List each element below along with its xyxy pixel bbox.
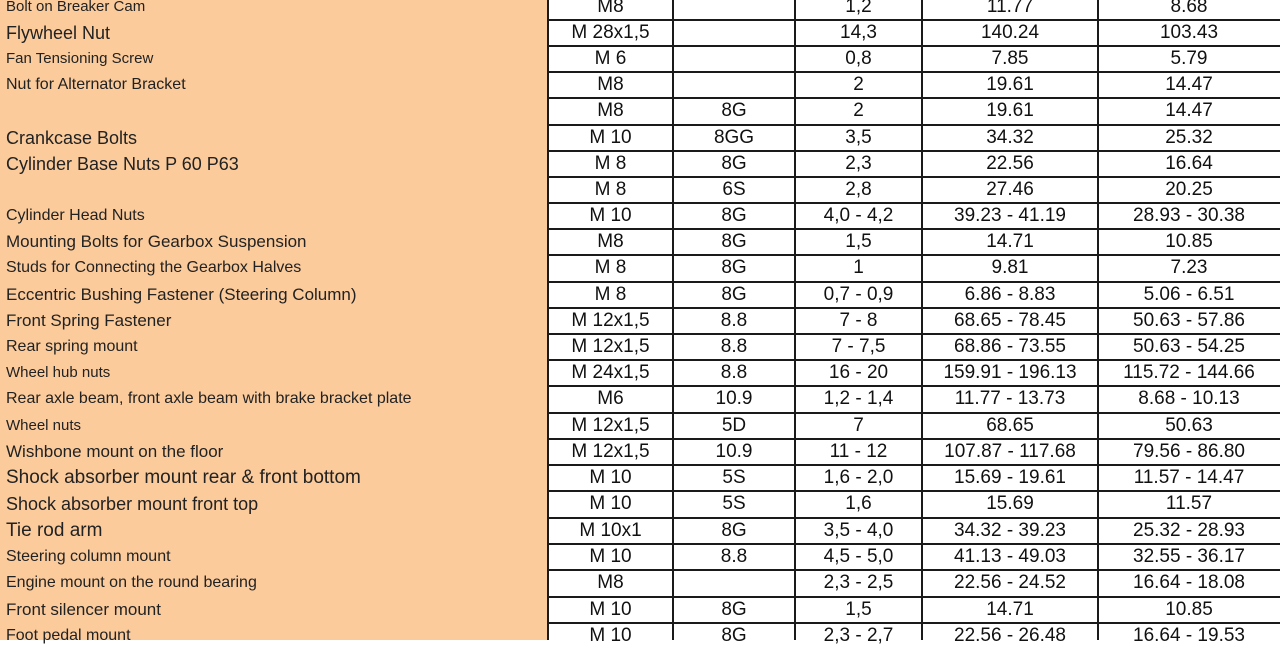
cell-grade — [673, 46, 795, 72]
cell-thread: M 6 — [594, 48, 627, 69]
cell-ftlb: 28.93 - 30.38 — [1133, 205, 1245, 226]
cell-nm: 9.81 — [991, 257, 1029, 278]
cell-kgm: 1,6 - 2,0 — [823, 467, 894, 488]
row-divider — [548, 45, 1280, 47]
row-label: Front Spring Fastener — [6, 311, 172, 330]
cell-grade: 10.9 — [715, 441, 753, 462]
cell-thread: M 10 — [589, 493, 632, 514]
cell-ftlb: 14.47 — [1165, 74, 1213, 95]
table-row — [0, 98, 1280, 124]
cell-thread: M8 — [597, 231, 624, 252]
cell-nm: 15.69 — [986, 493, 1034, 514]
cell-ftlb: 50.63 — [1165, 415, 1213, 436]
cell-thread: M 12x1,5 — [571, 310, 650, 331]
cell-kgm: 1 — [853, 257, 864, 278]
cell-ftlb: 10.85 — [1165, 599, 1213, 620]
row-label: Rear axle beam, front axle beam with brake bracket plate — [6, 390, 412, 407]
table-row — [0, 597, 1280, 623]
cell-nm: 22.56 - 26.48 — [954, 625, 1066, 646]
cell-nm: 68.86 - 73.55 — [954, 336, 1066, 357]
row-label: Shock absorber mount rear & front bottom — [6, 467, 361, 488]
row-divider — [548, 438, 1280, 440]
cell-thread: M8 — [597, 0, 624, 17]
cell-kgm: 1,6 — [845, 493, 872, 514]
cell-ftlb: 5.79 — [1170, 48, 1208, 69]
table-row — [0, 72, 1280, 98]
cell-ftlb: 79.56 - 86.80 — [1133, 441, 1245, 462]
cell-ftlb: 25.32 — [1165, 127, 1213, 148]
cell-ftlb: 8.68 — [1170, 0, 1208, 17]
cell-kgm: 3,5 — [845, 127, 872, 148]
cell-ftlb: 50.63 - 57.86 — [1133, 310, 1245, 331]
cell-ftlb: 11.57 — [1165, 493, 1213, 514]
cell-nm: 27.46 — [986, 179, 1034, 200]
row-divider — [548, 254, 1280, 256]
cell-grade — [673, 72, 795, 98]
cell-nm: 22.56 — [986, 153, 1034, 174]
table-row — [0, 386, 1280, 412]
cell-thread: M 8 — [594, 284, 627, 305]
cell-ftlb: 50.63 - 54.25 — [1133, 336, 1245, 357]
cell-nm: 159.91 - 196.13 — [943, 362, 1077, 383]
row-divider — [548, 124, 1280, 126]
cell-grade: 8G — [721, 599, 747, 620]
cell-kgm: 2,3 — [845, 153, 872, 174]
table-row — [0, 518, 1280, 544]
cell-nm: 6.86 - 8.83 — [964, 284, 1056, 305]
cell-kgm: 2 — [853, 74, 864, 95]
cell-grade: 8G — [721, 520, 747, 541]
cell-thread: M 10 — [589, 127, 632, 148]
cell-thread: M8 — [597, 572, 624, 593]
table-row — [0, 46, 1280, 72]
cell-kgm: 7 - 8 — [839, 310, 878, 331]
cell-nm: 11.77 — [986, 0, 1034, 17]
row-label: Tie rod arm — [6, 520, 103, 541]
cell-kgm: 1,5 — [845, 599, 872, 620]
cell-thread: M 10 — [589, 625, 632, 646]
cell-kgm: 11 - 12 — [829, 441, 888, 462]
table-row — [0, 334, 1280, 360]
cell-thread: M8 — [597, 74, 624, 95]
row-divider — [548, 19, 1280, 21]
cell-grade: 8G — [721, 153, 747, 174]
row-divider — [548, 490, 1280, 492]
row-label: Wheel hub nuts — [6, 364, 111, 381]
cell-grade: 8G — [721, 284, 747, 305]
cell-nm: 68.65 — [986, 415, 1034, 436]
cell-thread: M 10 — [589, 205, 632, 226]
cell-thread: M 8 — [594, 179, 627, 200]
cell-thread: M6 — [597, 388, 624, 409]
row-label: Crankcase Bolts — [6, 128, 138, 148]
cell-nm: 14.71 — [986, 231, 1034, 252]
cell-nm: 107.87 - 117.68 — [944, 441, 1076, 462]
cell-nm: 41.13 - 49.03 — [954, 546, 1066, 567]
cell-nm: 39.23 - 41.19 — [954, 205, 1066, 226]
cell-thread: M 8 — [594, 257, 627, 278]
cell-grade: 6S — [722, 179, 746, 200]
cell-thread: M 24x1,5 — [571, 362, 650, 383]
cell-grade: 8.8 — [720, 310, 748, 331]
row-divider — [548, 359, 1280, 361]
cell-grade — [673, 20, 795, 46]
cell-nm: 68.65 - 78.45 — [954, 310, 1066, 331]
cell-ftlb: 115.72 - 144.66 — [1123, 362, 1255, 383]
cell-kgm: 2,8 — [845, 179, 872, 200]
cell-kgm: 1,2 — [845, 0, 872, 17]
cell-kgm: 16 - 20 — [828, 362, 889, 383]
cell-grade: 5S — [722, 467, 746, 488]
row-divider — [548, 596, 1280, 598]
row-divider — [548, 97, 1280, 99]
row-label: Nut for Alternator Bracket — [6, 76, 186, 93]
cell-kgm: 1,5 — [845, 231, 872, 252]
cell-kgm: 4,0 - 4,2 — [823, 205, 894, 226]
cell-kgm: 7 — [853, 415, 864, 436]
table-row — [0, 229, 1280, 255]
cell-kgm: 3,5 - 4,0 — [823, 520, 894, 541]
row-label: Rear spring mount — [6, 338, 138, 355]
cell-thread: M 10 — [589, 467, 632, 488]
table-row — [0, 282, 1280, 308]
cell-ftlb: 8.68 - 10.13 — [1138, 388, 1240, 409]
cell-grade: 8GG — [713, 127, 755, 148]
cell-thread: M 10 — [589, 599, 632, 620]
table-row — [0, 0, 1280, 20]
cell-grade: 10.9 — [715, 388, 753, 409]
cell-ftlb: 5.06 - 6.51 — [1143, 284, 1235, 305]
cell-thread: M8 — [597, 100, 624, 121]
row-divider — [548, 517, 1280, 519]
cell-thread: M 10x1 — [579, 520, 642, 541]
cell-kgm: 2,3 - 2,5 — [823, 572, 894, 593]
row-label: Wishbone mount on the floor — [6, 442, 224, 461]
cell-nm: 140.24 — [980, 22, 1040, 43]
row-divider — [548, 385, 1280, 387]
cell-kgm: 14,3 — [840, 22, 877, 43]
row-divider — [548, 543, 1280, 545]
row-divider — [548, 307, 1280, 309]
table-row — [0, 570, 1280, 596]
table-row — [0, 360, 1280, 386]
cell-nm: 19.61 — [986, 74, 1034, 95]
table-row — [0, 255, 1280, 281]
row-divider — [548, 281, 1280, 283]
table-row — [0, 125, 1280, 151]
cell-grade — [673, 570, 795, 596]
cell-ftlb: 20.25 — [1165, 179, 1213, 200]
cell-ftlb: 11.57 - 14.47 — [1133, 467, 1245, 488]
row-divider — [548, 412, 1280, 414]
cell-grade: 8.8 — [720, 362, 748, 383]
table-row — [0, 465, 1280, 491]
row-divider — [548, 569, 1280, 571]
row-label: Bolt on Breaker Cam — [6, 0, 146, 15]
row-divider — [548, 71, 1280, 73]
row-label: Engine mount on the round bearing — [6, 574, 257, 591]
cell-ftlb: 25.32 - 28.93 — [1133, 520, 1245, 541]
row-label: Wheel nuts — [6, 417, 82, 434]
cell-ftlb: 10.85 — [1165, 231, 1213, 252]
cell-thread: M 28x1,5 — [571, 22, 650, 43]
cell-nm: 19.61 — [986, 100, 1034, 121]
cell-kgm: 1,2 - 1,4 — [823, 388, 894, 409]
table-row — [0, 203, 1280, 229]
cell-kgm: 4,5 - 5,0 — [823, 546, 894, 567]
table-row — [0, 413, 1280, 439]
row-divider — [548, 228, 1280, 230]
row-label: Foot pedal mount — [6, 627, 131, 644]
row-label: Mounting Bolts for Gearbox Suspension — [6, 232, 307, 251]
cell-ftlb: 7.23 — [1170, 257, 1208, 278]
cell-thread: M 12x1,5 — [571, 336, 650, 357]
cell-grade: 8G — [721, 625, 747, 646]
cell-nm: 14.71 — [986, 599, 1034, 620]
cell-nm: 15.69 - 19.61 — [954, 467, 1066, 488]
row-label: Cylinder Base Nuts P 60 P63 — [6, 154, 239, 174]
table-row — [0, 544, 1280, 570]
cell-nm: 7.85 — [991, 48, 1029, 69]
row-label: Front silencer mount — [6, 600, 161, 619]
row-divider — [548, 150, 1280, 152]
table-row — [0, 151, 1280, 177]
cell-grade: 8G — [721, 205, 747, 226]
cell-grade — [673, 0, 795, 20]
cell-nm: 22.56 - 24.52 — [954, 572, 1066, 593]
table-row — [0, 623, 1280, 649]
row-divider — [548, 202, 1280, 204]
cell-ftlb: 103.43 — [1159, 22, 1219, 43]
cell-grade: 8.8 — [720, 546, 748, 567]
row-divider — [548, 622, 1280, 624]
cell-grade: 5D — [721, 415, 747, 436]
table-row — [0, 308, 1280, 334]
cell-kgm: 0,7 - 0,9 — [823, 284, 894, 305]
table-row — [0, 439, 1280, 465]
cell-nm: 34.32 — [986, 127, 1034, 148]
table-row — [0, 20, 1280, 46]
table-row — [0, 177, 1280, 203]
row-label: Studs for Connecting the Gearbox Halves — [6, 259, 302, 276]
cell-kgm: 0,8 — [845, 48, 872, 69]
cell-grade: 8.8 — [720, 336, 748, 357]
cell-grade: 8G — [721, 257, 747, 278]
cell-grade: 5S — [722, 493, 746, 514]
cell-ftlb: 16.64 — [1165, 153, 1213, 174]
cell-thread: M 8 — [594, 153, 627, 174]
row-label: Cylinder Head Nuts — [6, 207, 145, 224]
cell-nm: 11.77 - 13.73 — [954, 388, 1066, 409]
cell-kgm: 7 - 7,5 — [831, 336, 886, 357]
cell-thread: M 12x1,5 — [571, 415, 650, 436]
cell-thread: M 12x1,5 — [571, 441, 650, 462]
cell-nm: 34.32 - 39.23 — [954, 520, 1066, 541]
row-label: Steering column mount — [6, 548, 171, 565]
row-divider — [548, 176, 1280, 178]
row-divider — [548, 464, 1280, 466]
row-label: Eccentric Bushing Fastener (Steering Column) — [6, 285, 357, 304]
row-label: Shock absorber mount front top — [6, 494, 259, 514]
cell-kgm: 2 — [853, 100, 864, 121]
cell-grade: 8G — [721, 231, 747, 252]
cell-kgm: 2,3 - 2,7 — [823, 625, 894, 646]
cell-ftlb: 14.47 — [1165, 100, 1213, 121]
row-divider — [548, 333, 1280, 335]
cell-ftlb: 32.55 - 36.17 — [1133, 546, 1245, 567]
cell-grade: 8G — [721, 100, 747, 121]
row-label: Flywheel Nut — [6, 23, 111, 43]
cell-ftlb: 16.64 - 19.53 — [1133, 625, 1245, 646]
row-label: Fan Tensioning Screw — [6, 50, 154, 67]
cell-thread: M 10 — [589, 546, 632, 567]
table-row — [0, 491, 1280, 517]
cell-ftlb: 16.64 - 18.08 — [1133, 572, 1245, 593]
